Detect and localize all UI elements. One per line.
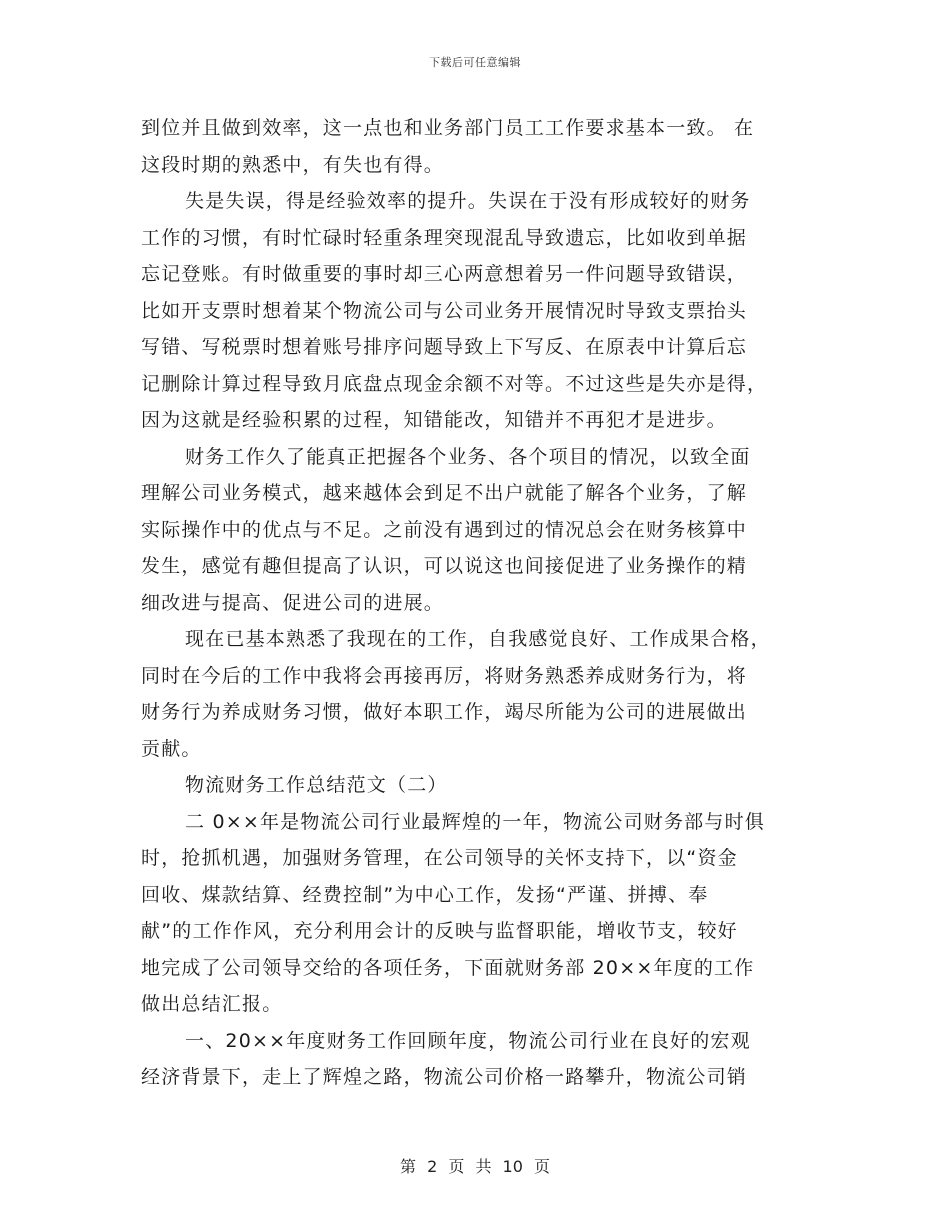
text-line: 记删除计算过程导致月底盘点现金余额不对等。不过这些是失亦是得， (141, 372, 768, 395)
text-line: 财务工作久了能真正把握各个业务、各个项目的情况，以致全面 (185, 445, 751, 468)
text-line: 细改进与提高、促进公司的进展。 (141, 591, 445, 614)
text-line: 因为这就是经验积累的过程，知错能改，知错并不再犯才是进步。 (141, 409, 727, 431)
text-line: 实际操作中的优点与不足。之前没有遇到过的情况总会在财务核算中 (141, 518, 748, 541)
text-line: 现在已基本熟悉了我现在的工作，自我感觉良好、工作成果合格， (185, 628, 771, 650)
text-line: 理解公司业务模式，越来越体会到足不出户就能了解各个业务，了解 (141, 482, 748, 504)
text-line: 这段时期的熟悉中，有失也有得。 (141, 153, 445, 176)
text-line: 贡献。 (141, 737, 202, 760)
text-line: 献”的工作作风，充分利用会计的反映与监督职能，增收节支，较好 (141, 920, 738, 942)
text-line: 到位并且做到效率，这一点也和业务部门员工工作要求基本一致。 在 (141, 117, 755, 139)
text-line: 二 0××年是物流公司行业最辉煌的一年，物流公司财务部与时俱 (185, 810, 765, 833)
text-line: 发生，感觉有趣但提高了认识，可以说这也间接促进了业务操作的精 (141, 555, 748, 577)
document-body (141, 110, 811, 1096)
text-line: 写错、写税票时想着账号排序问题导致上下写反、在原表中计算后忘 (141, 336, 748, 358)
text-line: 一、20××年度财务工作回顾年度，物流公司行业在良好的宏观 (185, 1029, 751, 1052)
text-line: 工作的习惯，有时忙碌时轻重条理突现混乱导致遗忘，比如收到单据 (141, 226, 748, 249)
text-line: 回收、煤款结算、经费控制”为中心工作，发扬“严谨、拼搏、奉 (141, 883, 709, 906)
text-line: 比如开支票时想着某个物流公司与公司业务开展情况时导致支票抬头 (141, 299, 748, 322)
text-line: 失是失误，得是经验效率的提升。失误在于没有形成较好的财务 (185, 190, 751, 212)
text-line: 物流财务工作总结范文（二） (185, 774, 448, 796)
text-line: 财务行为养成财务习惯，做好本职工作，竭尽所能为公司的进展做出 (141, 701, 748, 723)
text-line: 忘记登账。有时做重要的事时却三心两意想着另一件问题导致错误， (141, 263, 748, 285)
text-line: 做出总结汇报。 (141, 993, 283, 1015)
text-line: 地完成了公司领导交给的各项任务，下面就财务部 20××年度的工作 (141, 956, 755, 979)
text-line: 同时在今后的工作中我将会再接再厉，将财务熟悉养成财务行为，将 (141, 664, 748, 687)
page-footer: 第 2 页 共 10 页 (400, 1157, 550, 1176)
page-header: 下载后可任意编辑 (429, 56, 521, 69)
text-line: 时，抢抓机遇，加强财务管理，在公司领导的关怀支持下，以“资金 (141, 847, 738, 869)
text-line: 经济背景下，走上了辉煌之路，物流公司价格一路攀升，物流公司销 (141, 1066, 748, 1088)
